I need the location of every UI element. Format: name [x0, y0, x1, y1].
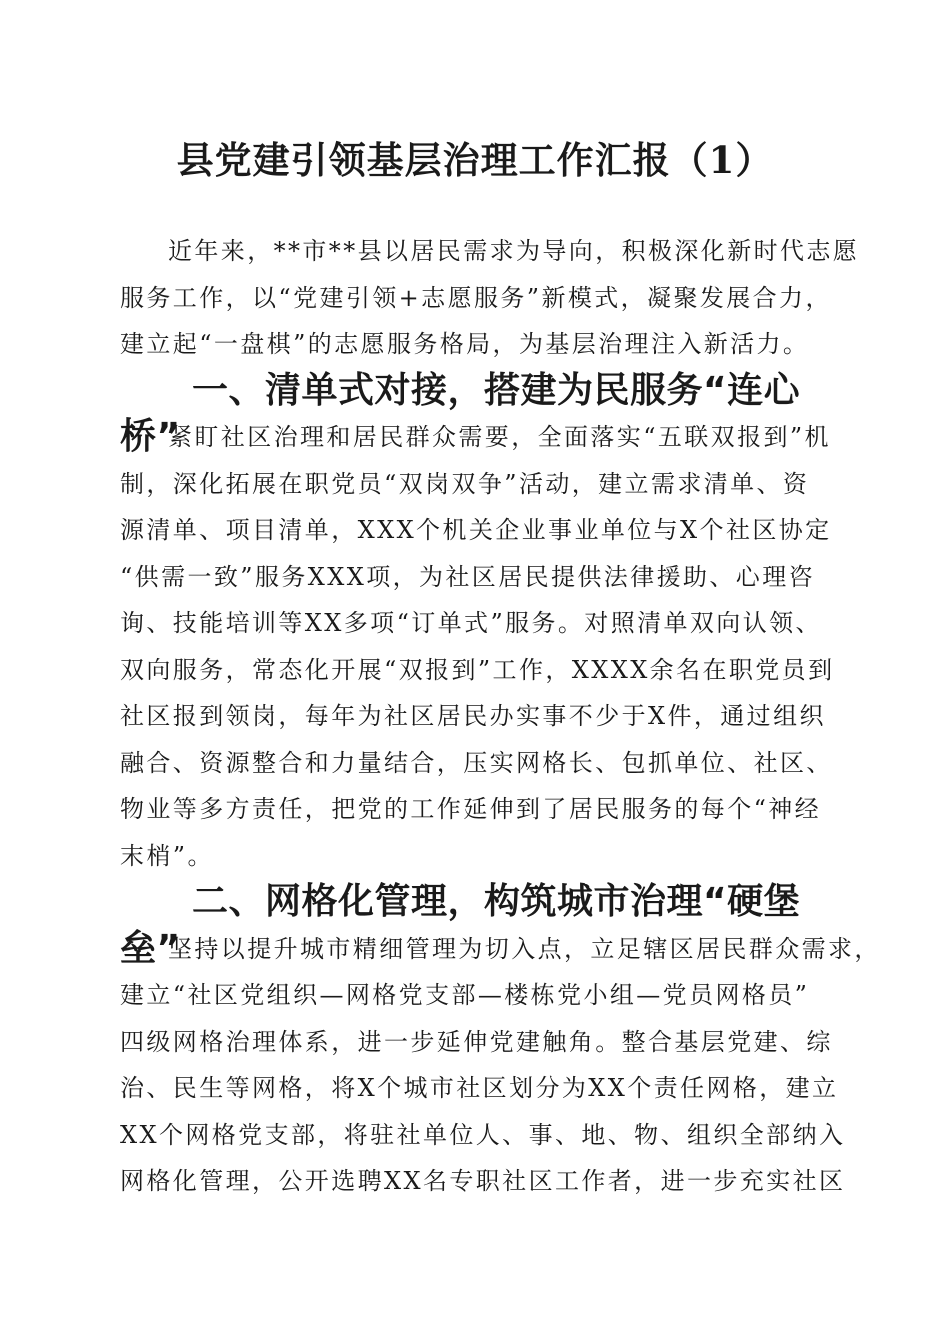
text-line: 询、技能培训等XX多项“订单式”服务。对照清单双向认领、: [120, 609, 822, 637]
text-line: XX个网格党支部，将驻社单位人、事、地、物、组织全部纳入: [120, 1120, 846, 1149]
text-line: 物业等多方责任，把党的工作延伸到了居民服务的每个“神经: [120, 795, 822, 823]
text-line: 制，深化拓展在职党员“双岗双争”活动，建立需求清单、资: [120, 469, 810, 498]
text-line: 末梢”。: [120, 841, 214, 870]
text-line: 治、民生等网格，将X个城市社区划分为XX个责任网格，建立: [120, 1074, 839, 1102]
document-body: [120, 228, 881, 1205]
text-line: 融合、资源整合和力量结合，压实网格长、包抓单位、社区、: [120, 748, 833, 777]
section-1-heading: 一、清单式对接，搭建为民服务“连心桥”: [120, 369, 801, 457]
text-line: 源清单、项目清单，XXX个机关企业事业单位与X个社区协定: [120, 516, 832, 544]
text-line: 紧盯社区治理和居民群众需要，全面落实“五联双报到”机: [168, 423, 831, 451]
text-line: 服务工作，以“党建引领+志愿服务”新模式，凝聚发展合力，: [120, 283, 832, 312]
text-line: 近年来，**市**县以居民需求为导向，积极深化新时代志愿: [168, 237, 860, 265]
intro-paragraph: [120, 228, 860, 368]
text-line: “供需一致”服务XXX项，为社区居民提供法律援助、心理咨: [120, 562, 815, 591]
text-line: 双向服务，常态化开展“双报到”工作，XXXX余名在职党员到: [120, 655, 835, 684]
document-title: 县党建引领基层治理工作汇报（1）: [176, 138, 774, 182]
section-1-paragraph: [120, 414, 835, 879]
text-line: 四级网格治理体系，进一步延伸党建触角。整合基层党建、综: [120, 1027, 833, 1056]
section-2-paragraph: [120, 926, 881, 1205]
text-line: 建立“社区党组织—网格党支部—楼栋党小组—党员网格员”: [120, 981, 810, 1009]
section-2-heading: 二、网格化管理，构筑城市治理“硬堡垒”: [120, 881, 801, 969]
text-line: 网格化管理，公开选聘XX名专职社区工作者，进一步充实社区: [120, 1167, 846, 1195]
text-line: 建立起“一盘棋”的志愿服务格局，为基层治理注入新活力。: [120, 330, 810, 358]
text-line: 坚持以提升城市精细管理为切入点，立足辖区居民群众需求，: [168, 934, 881, 963]
text-line: 社区报到领岗，每年为社区居民办实事不少于X件，通过组织: [120, 702, 826, 730]
